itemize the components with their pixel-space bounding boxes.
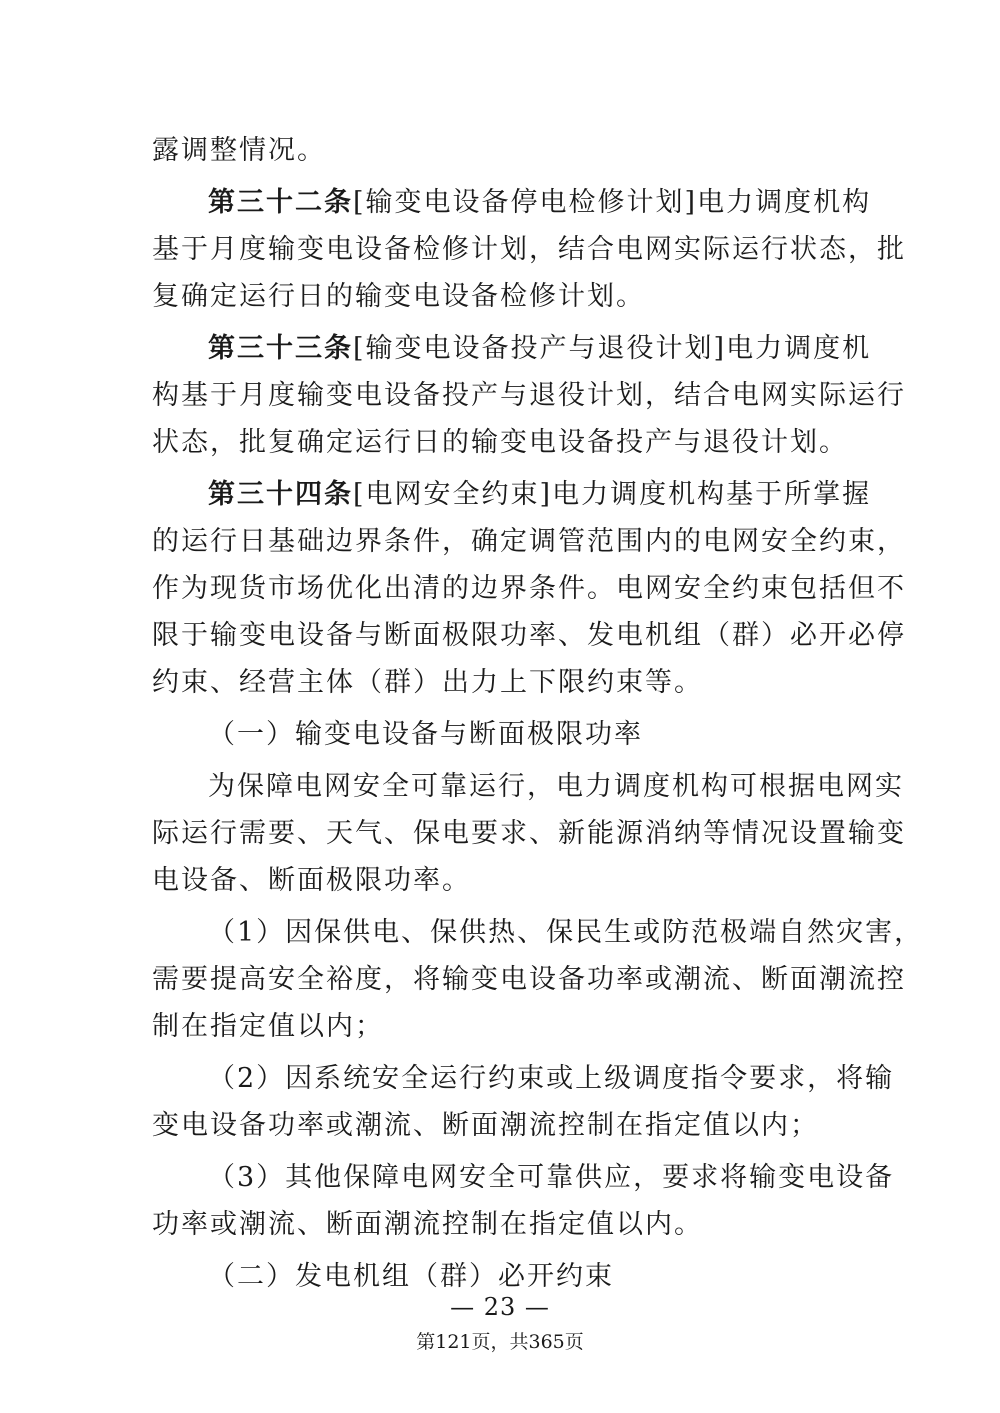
text-line: （3）其他保障电网安全可靠供应，要求将输变电设备: [208, 1162, 895, 1193]
text-line: 际运行需要、天气、保电要求、新能源消纳等情况设置输变: [152, 818, 906, 849]
text-line: 约束、经营主体（群）出力上下限约束等。: [152, 667, 703, 698]
article-text: [电网安全约束]电力调度机构基于所掌握: [353, 479, 872, 510]
text-line: （2）因系统安全运行约束或上级调度指令要求，将输: [208, 1063, 895, 1094]
article-text: [输变电设备投产与退役计划]电力调度机: [353, 333, 872, 364]
article-heading: 第三十三条: [208, 333, 353, 364]
page-count: 第121页，共365页: [416, 1331, 584, 1353]
text-line: 需要提高安全裕度，将输变电设备功率或潮流、断面潮流控: [152, 964, 906, 995]
text-line: 变电设备功率或潮流、断面潮流控制在指定值以内；: [152, 1110, 819, 1141]
text-line: 状态，批复确定运行日的输变电设备投产与退役计划。: [152, 427, 848, 458]
text-line: [152, 179, 872, 226]
text-line: （1）因保供电、保供热、保民生或防范极端自然灾害，: [208, 917, 924, 948]
text-line: 为保障电网安全可靠运行，电力调度机构可根据电网实: [208, 771, 904, 802]
text-line: 复确定运行日的输变电设备检修计划。: [152, 281, 645, 312]
text-line: 露调整情况。: [152, 135, 326, 166]
paragraph-continuation: [152, 127, 840, 174]
text-line: [152, 325, 872, 372]
text-line: 作为现货市场优化出清的边界条件。电网安全约束包括但不: [152, 573, 906, 604]
page-number: — 23 —: [450, 1293, 550, 1321]
document-body: [152, 127, 924, 1300]
text-line: 基于月度输变电设备检修计划，结合电网实际运行状态，批: [152, 234, 906, 265]
text-line: 功率或潮流、断面潮流控制在指定值以内。: [152, 1209, 703, 1240]
list-item-3: [152, 1154, 895, 1248]
list-item-2: [152, 1055, 895, 1149]
article-text: [输变电设备停电检修计划]电力调度机构: [353, 187, 872, 218]
text-line: 的运行日基础边界条件，确定调管范围内的电网安全约束，: [152, 526, 906, 557]
list-item-1: [152, 909, 924, 1050]
section-heading-1: [152, 711, 840, 758]
paragraph-1: [152, 763, 906, 904]
text-line: [152, 471, 872, 518]
text-line: 制在指定值以内；: [152, 1011, 384, 1042]
article-33: [152, 325, 906, 466]
article-32: [152, 179, 906, 320]
article-34: [152, 471, 906, 706]
text-line: 电设备、断面极限功率。: [152, 865, 471, 896]
text-line: 限于输变电设备与断面极限功率、发电机组（群）必开必停: [152, 620, 906, 651]
article-heading: 第三十二条: [208, 187, 353, 218]
text-line: （二）发电机组（群）必开约束: [208, 1261, 614, 1292]
text-line: （一）输变电设备与断面极限功率: [208, 719, 643, 750]
text-line: 构基于月度输变电设备投产与退役计划，结合电网实际运行: [152, 380, 906, 411]
article-heading: 第三十四条: [208, 479, 353, 510]
